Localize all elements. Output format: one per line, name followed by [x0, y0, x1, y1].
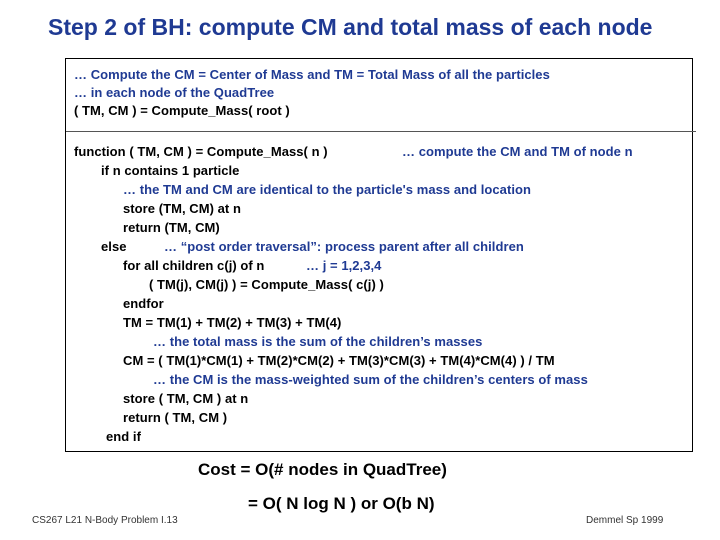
code-for-line: for all children c(j) of n	[123, 258, 265, 273]
code-store-2: store ( TM, CM ) at n	[123, 391, 249, 406]
code-else: else	[101, 239, 127, 254]
pseudocode-box	[65, 58, 693, 452]
code-return-2: return ( TM, CM )	[123, 410, 228, 425]
code-endfor: endfor	[123, 296, 164, 311]
code-cm-comment: … the CM is the mass-weighted sum of the children’s centers of mass	[153, 372, 588, 387]
code-store-1: store (TM, CM) at n	[123, 201, 241, 216]
code-endif: end if	[106, 429, 141, 444]
cost-line-1: Cost = O(# nodes in QuadTree)	[198, 460, 447, 479]
intro-line-3: ( TM, CM ) = Compute_Mass( root )	[74, 103, 290, 118]
slide-title: Step 2 of BH: compute CM and total mass of each node	[48, 14, 653, 40]
section-divider	[66, 131, 696, 132]
code-if-comment: … the TM and CM are identical to the particle's mass and location	[123, 182, 531, 197]
code-function-header: function ( TM, CM ) = Compute_Mass( n )	[74, 144, 328, 159]
code-for-comment: … j = 1,2,3,4	[306, 258, 382, 273]
code-cm-formula: CM = ( TM(1)*CM(1) + TM(2)*CM(2) + TM(3)*CM(3) + TM(4)*CM(4) ) / TM	[123, 353, 555, 368]
code-function-comment: … compute the CM and TM of node n	[402, 144, 633, 159]
intro-line-2: … in each node of the QuadTree	[74, 85, 275, 100]
intro-line-1: … Compute the CM = Center of Mass and TM = Total Mass of all the particles	[74, 67, 550, 82]
code-recursive-call: ( TM(j), CM(j) ) = Compute_Mass( c(j) )	[149, 277, 384, 292]
footer-course: CS267 L21 N-Body Problem I.13	[32, 515, 178, 526]
code-tm-comment: … the total mass is the sum of the children’s masses	[153, 334, 483, 349]
cost-line-2: = O( N log N ) or O(b N)	[248, 494, 435, 513]
code-else-comment: … “post order traversal”: process parent after all children	[164, 239, 524, 254]
code-tm-sum: TM = TM(1) + TM(2) + TM(3) + TM(4)	[123, 315, 342, 330]
code-if-line: if n contains 1 particle	[101, 163, 240, 178]
code-return-1: return (TM, CM)	[123, 220, 220, 235]
footer-author: Demmel Sp 1999	[586, 515, 664, 526]
